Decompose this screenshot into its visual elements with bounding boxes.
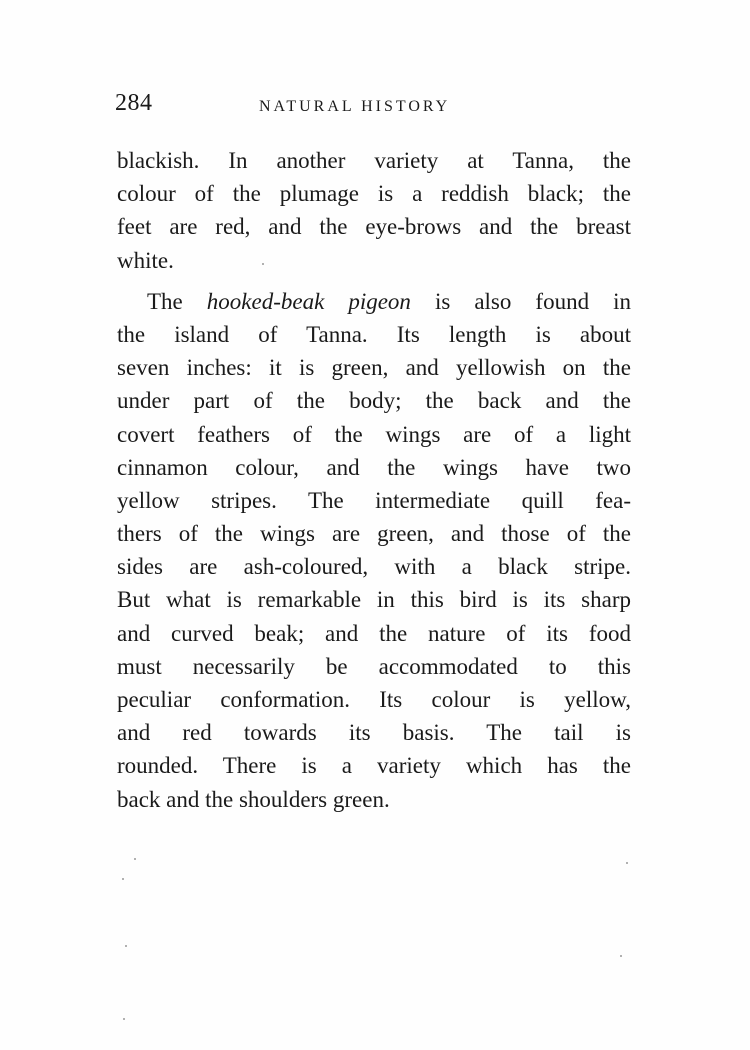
- text-line: peculiar conformation. Its colour is yellow,: [117, 687, 631, 712]
- text-run: The: [147, 288, 207, 314]
- text-line: colour of the plumage is a reddish black; the: [117, 181, 631, 207]
- paragraph-first-line: [117, 285, 631, 318]
- header-title: NATURAL HISTORY: [259, 98, 451, 115]
- paper-speck: [620, 955, 622, 957]
- text-run: is also found in: [410, 288, 631, 314]
- text-line: under part of the body; the back and the: [117, 388, 631, 414]
- text-line: seven inches: it is green, and yellowish on the: [117, 355, 631, 381]
- text-line: yellow stripes. The intermediate quill fea-: [117, 487, 631, 513]
- paper-speck: [123, 1018, 125, 1020]
- body-text: [117, 144, 631, 816]
- paper-speck: [626, 862, 628, 864]
- page-number: 284: [115, 90, 153, 116]
- text-line: But what is remarkable in this bird is its sharp: [117, 587, 631, 613]
- text-line: thers of the wings are green, and those of the: [117, 521, 631, 547]
- text-line: and red towards its basis. The tail is: [117, 720, 631, 746]
- paper-speck: [134, 858, 136, 860]
- text-line: the island of Tanna. Its length is about: [117, 321, 631, 347]
- text-line: and curved beak; and the nature of its food: [117, 620, 631, 646]
- italic-term: hooked-beak pigeon: [206, 288, 411, 314]
- text-line: sides are ash-coloured, with a black stripe.: [117, 554, 631, 580]
- paper-speck: [125, 945, 127, 947]
- paper-speck: [122, 878, 124, 880]
- text-line: covert feathers of the wings are of a light: [117, 421, 631, 447]
- text-line: feet are red, and the eye-brows and the breast: [117, 214, 631, 240]
- text-line: rounded. There is a variety which has the: [117, 753, 631, 779]
- text-line: back and the shoulders green.: [117, 786, 390, 812]
- text-line: blackish. In another variety at Tanna, the: [117, 148, 631, 173]
- text-line: white.: [117, 247, 174, 273]
- text-line: cinnamon colour, and the wings have two: [117, 454, 631, 480]
- running-head: [115, 90, 635, 130]
- text-line: must necessarily be accommodated to this: [117, 653, 631, 679]
- paper-speck: [262, 263, 264, 265]
